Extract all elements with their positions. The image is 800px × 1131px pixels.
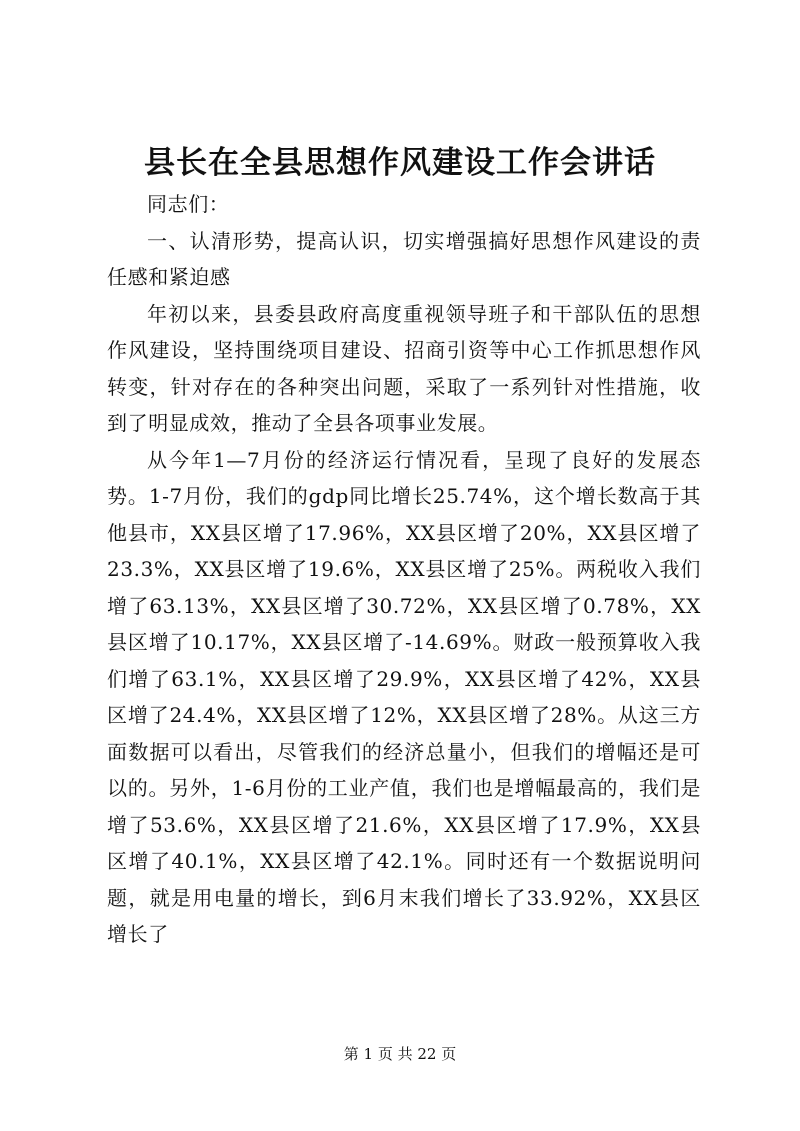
- body-paragraph: 从今年1—7月份的经济运行情况看，呈现了良好的发展态势。1-7月份，我们的gdp同比增长25.74%，这个增长数高于其他县市，XX县区增了17.96%，XX县区增了20%，XX县区增了23.3%，XX县区增了19.6%，XX县区增了25%。两税收入我们增了63.13%，XX县区增了30.72%，XX县区增了0.78%，XX县区增了10.17%，XX县区增了-14.69%。财政一般预算收入我们增了63.1%，XX县区增了29.9%，XX县区增了42%，XX县区增了24.4%，XX县区增了12%，XX县区增了28%。从这三方面数据可以看出，尽管我们的经济总量小，但我们的增幅还是可以的。另外，1-6月份的工业产值，我们也是增幅最高的，我们是增了53.6%，XX县区增了21.6%，XX县区增了17.9%，XX县区增了40.1%，XX县区增了42.1%。同时还有一个数据说明问题，就是用电量的增长，到6月末我们增长了33.92%，XX县区增长了: [107, 447, 701, 946]
- body-paragraph: 年初以来，县委县政府高度重视领导班子和干部队伍的思想作风建设，坚持围绕项目建设、招商引资等中心工作抓思想作风转变，针对存在的各种突出问题，采取了一系列针对性措施，收到了明显成效，推动了全县各项事业发展。: [107, 301, 701, 435]
- section-heading-paragraph: 一、认清形势，提高认识，切实增强搞好思想作风建设的责任感和紧迫感: [107, 228, 701, 289]
- document-body: [107, 186, 701, 953]
- document-title: 县长在全县思想作风建设工作会讲话: [144, 145, 656, 181]
- page-footer: 第 1 页 共 22 页: [343, 1045, 457, 1063]
- salutation-paragraph: 同志们：: [147, 192, 230, 216]
